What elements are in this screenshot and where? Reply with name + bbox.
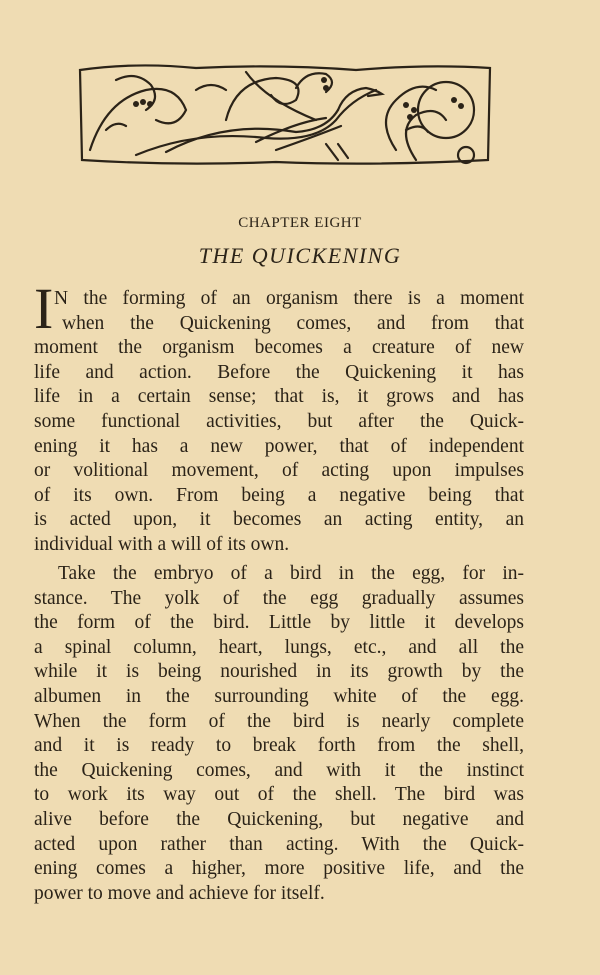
paragraph-2: [34, 562, 524, 906]
text-line: When the form of the bird is nearly complete: [34, 710, 524, 732]
text-line: albumen in the surrounding white of the egg.: [34, 685, 524, 707]
text-line: when the Quickening comes, and from that: [62, 312, 524, 334]
text-line: alive before the Quickening, but negative and: [34, 808, 524, 830]
text-line: of its own. From being a negative being that: [34, 484, 524, 506]
text-line: ening comes a higher, more positive life, and the: [34, 858, 524, 880]
text-line: while it is being nourished in its growth by the: [34, 661, 524, 683]
chapter-label: CHAPTER EIGHT: [238, 215, 362, 231]
chapter-title: THE QUICKENING: [198, 243, 402, 268]
text-line: individual with a will of its own.: [34, 533, 290, 555]
text-line: N the forming of an organism there is a moment: [54, 288, 524, 309]
text-line: is acted upon, it becomes an acting entity, an: [34, 509, 524, 531]
text-line: ening it has a new power, that of independent: [34, 435, 524, 457]
text-line: stance. The yolk of the egg gradually assumes: [34, 587, 524, 609]
text-line: the Quickening comes, and with it the instinct: [34, 759, 524, 781]
text-line: power to move and achieve for itself.: [34, 882, 325, 904]
text-line: life in a certain sense; that is, it grows and has: [34, 386, 524, 408]
text-line: Take the embryo of a bird in the egg, for in-: [58, 563, 524, 584]
text-line: or volitional movement, of acting upon impulses: [34, 460, 524, 482]
text-line: acted upon rather than acting. With the Quick-: [34, 833, 524, 855]
text-line: to work its way out of the shell. The bird was: [34, 784, 524, 806]
text-line: and it is ready to break forth from the shell,: [34, 735, 524, 757]
text-line: some functional activities, but after the Quick-: [34, 410, 524, 432]
text-line: a spinal column, heart, lungs, etc., and all the: [34, 636, 524, 658]
drop-cap: I: [34, 276, 54, 341]
paragraph-1: [34, 276, 524, 558]
text-line: the form of the bird. Little by little it develops: [34, 612, 524, 634]
text-line: moment the organism becomes a creature of new: [34, 337, 524, 359]
text-line: life and action. Before the Quickening it has: [34, 361, 524, 383]
decorative-headpiece-bird-vine-ornament: [76, 60, 494, 168]
